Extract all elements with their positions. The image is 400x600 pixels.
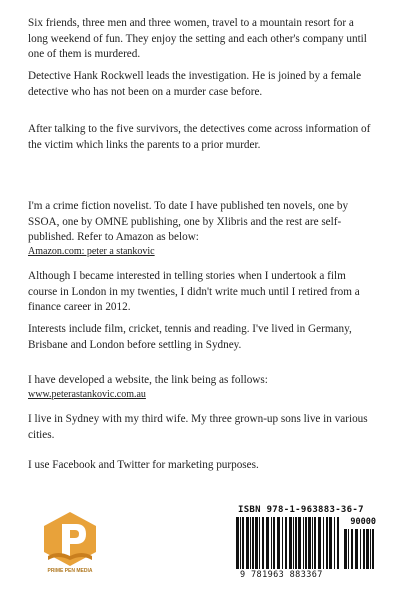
author-bio-paragraph-2: Although I became interested in telling stories when I undertook a film course in London in my twenties, I didn't write much until I retired from a finance career in 2012. xyxy=(28,270,360,313)
isbn-barcode xyxy=(232,503,380,581)
author-bio-paragraph-6: I use Facebook and Twitter for marketing purposes. xyxy=(28,459,259,471)
barcode-bar xyxy=(305,517,307,569)
barcode-bar xyxy=(262,517,264,569)
barcode-bar xyxy=(363,529,365,569)
barcode-bar xyxy=(295,517,297,569)
barcode-bar xyxy=(312,517,313,569)
author-bio-paragraph-3: Interests include film, cricket, tennis and reading. I've lived in Germany, Brisbane and London before settling in Sydney. xyxy=(28,323,352,351)
isbn-label: ISBN 978-1-963883-36-7 xyxy=(238,505,364,515)
barcode-bar xyxy=(289,517,292,569)
barcode-bar xyxy=(370,529,371,569)
barcode-bar xyxy=(337,517,339,569)
barcode-bar xyxy=(246,517,249,569)
barcode-bar xyxy=(351,529,353,569)
barcode-bar xyxy=(282,517,283,569)
barcode-bar xyxy=(273,517,275,569)
barcode-bar xyxy=(366,529,369,569)
barcode-bar xyxy=(348,529,349,569)
author-bio-paragraph-5: I live in Sydney with my third wife. My three grown-up sons live in various cities. xyxy=(28,413,368,441)
synopsis-paragraph-3: After talking to the five survivors, the detectives come across information of the victim which links the parents to a prior murder. xyxy=(28,123,371,151)
barcode-bar xyxy=(360,529,361,569)
barcode-bar xyxy=(323,517,324,569)
barcode-bar xyxy=(259,517,260,569)
barcode-bar xyxy=(355,529,358,569)
author-bio-paragraph-4: I have developed a website, the link being as follows: xyxy=(28,374,268,386)
barcode-digits: 9 781963 883367 xyxy=(240,570,323,580)
barcode-bar xyxy=(236,517,239,569)
publisher-logo-icon xyxy=(40,510,100,574)
barcode-bar xyxy=(252,517,254,569)
barcode-bar xyxy=(326,517,328,569)
author-bio-paragraph-1: I'm a crime fiction novelist. To date I have published ten novels, one by SSOA, one by OMNE publishing, one by Xlibris and the rest are self-published. Refer to Amazon as below: xyxy=(28,200,349,243)
price-code: 90000 xyxy=(350,517,376,527)
barcode-bar xyxy=(372,529,374,569)
barcode-bar xyxy=(240,517,241,569)
barcode-bar xyxy=(344,529,347,569)
barcode-bar xyxy=(329,517,332,569)
barcode-bar xyxy=(285,517,287,569)
barcode-bar xyxy=(250,517,251,569)
synopsis-paragraph-1: Six friends, three men and three women, travel to a mountain resort for a long weekend of fun. They enjoy the setting and each other's company until one of them is murdered. xyxy=(28,17,367,60)
amazon-link[interactable]: Amazon.com: peter a stankovic xyxy=(28,246,155,257)
ean-barcode-bars xyxy=(236,517,340,569)
barcode-bar xyxy=(266,517,269,569)
barcode-bar xyxy=(277,517,280,569)
barcode-bar xyxy=(293,517,294,569)
barcode-bar xyxy=(303,517,304,569)
barcode-bar xyxy=(255,517,258,569)
barcode-bar xyxy=(298,517,301,569)
synopsis-paragraph-2: Detective Hank Rockwell leads the investigation. He is joined by a female detective who has not been on a murder case before. xyxy=(28,70,362,98)
price-barcode-bars xyxy=(344,529,376,569)
publisher-tagline: PRIME PEN MEDIA xyxy=(47,568,93,574)
barcode-bar xyxy=(314,517,316,569)
barcode-bar xyxy=(308,517,311,569)
barcode-bar xyxy=(334,517,335,569)
barcode-bar xyxy=(318,517,321,569)
website-link[interactable]: www.peterastankovic.com.au xyxy=(28,389,146,400)
publisher-logo xyxy=(40,510,100,574)
barcode-bar xyxy=(242,517,244,569)
barcode-bar xyxy=(271,517,272,569)
